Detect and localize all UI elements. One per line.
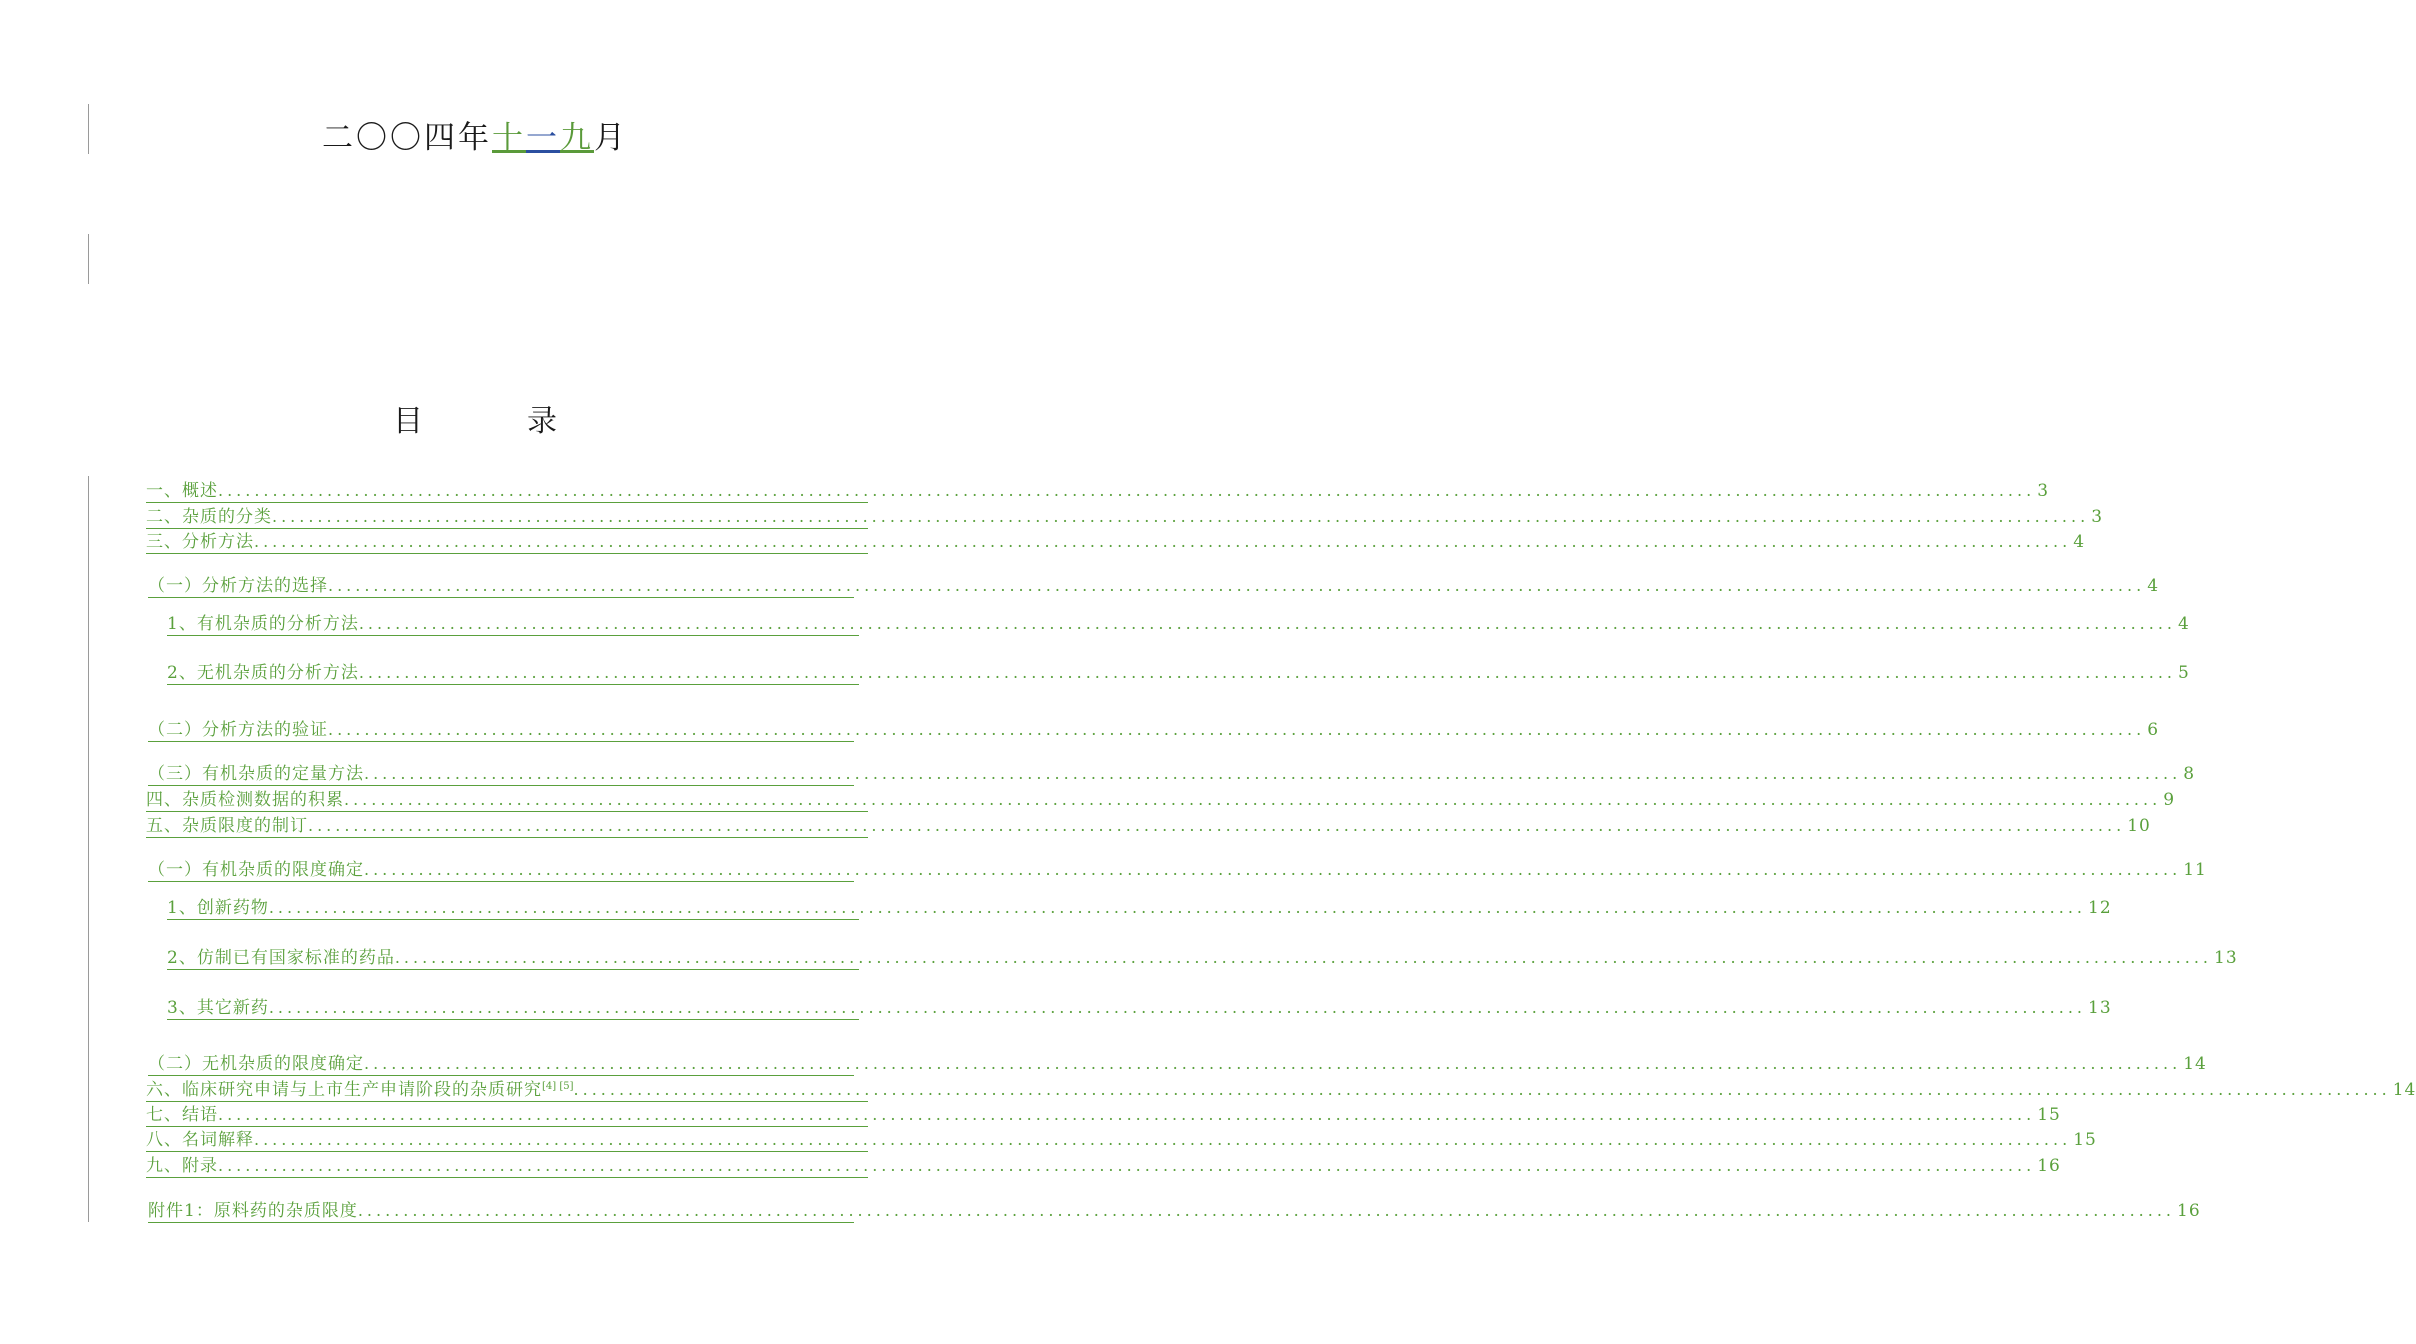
toc-entry-label: （一）分析方法的选择 [148, 576, 328, 596]
toc-entry[interactable]: 四、杂质检测数据的积累 ........................................................................................................................................................................................................ 9 [146, 790, 2176, 810]
toc-entry-page: 4 [2147, 576, 2160, 596]
toc-entry-label: 2、仿制已有国家标准的药品 [167, 948, 395, 968]
revision-bar-2 [88, 234, 89, 284]
toc-entry-page: 12 [2088, 898, 2112, 918]
toc-entry-label: 1、有机杂质的分析方法 [167, 614, 359, 634]
toc-entry[interactable]: （二）无机杂质的限度确定 ........................................................................................................................................................................................................ 14 [148, 1054, 2207, 1074]
toc-entry-page: 13 [2088, 998, 2112, 1018]
toc-entry-page: 15 [2073, 1130, 2097, 1150]
citation-superscript: [4] [5] [542, 1081, 574, 1092]
toc-entry[interactable]: 1、有机杂质的分析方法 ........................................................................................................................................................................................................ 4 [167, 614, 2190, 634]
toc-entry-page: 15 [2037, 1105, 2061, 1125]
toc-entry[interactable]: 六、临床研究申请与上市生产申请阶段的杂质研究[4] [5] ........................................................................................................................................................................................................ 14 [146, 1079, 868, 1102]
deleted-text: 一 [526, 120, 560, 156]
toc-entry[interactable]: 五、杂质限度的制订 ........................................................................................................................................................................................................ 10 [146, 816, 2151, 836]
toc-heading-char-1: 目 [393, 404, 423, 439]
toc-entry-page: 16 [2177, 1201, 2201, 1221]
toc-entry-label: （二）分析方法的验证 [148, 720, 328, 740]
toc-entry[interactable]: 二、杂质的分类 ........................................................................................................................................................................................................ 3 [146, 507, 2104, 527]
toc-entry[interactable]: 1、创新药物 ........................................................................................................................................................................................................ 12 [167, 898, 2112, 918]
date-suffix: 月 [594, 120, 628, 156]
toc-entry-label: 六、临床研究申请与上市生产申请阶段的杂质研究[4] [5] [146, 1080, 574, 1100]
toc-entry-label: （三）有机杂质的定量方法 [148, 764, 364, 784]
toc-entry-page: 9 [2163, 790, 2176, 810]
toc-heading [0, 396, 950, 440]
toc-entry-label: 一、概述 [146, 481, 218, 501]
toc-entry-page: 3 [2091, 507, 2104, 527]
toc-entry[interactable]: 七、结语 ........................................................................................................................................................................................................ 15 [146, 1105, 2061, 1125]
toc-entry[interactable]: 3、其它新药 ........................................................................................................................................................................................................ 13 [167, 998, 2112, 1018]
toc-entry-page: 10 [2127, 816, 2151, 836]
toc-entry-page: 13 [2214, 948, 2238, 968]
toc-entry-page: 8 [2183, 764, 2196, 784]
toc-entry-page: 6 [2147, 720, 2160, 740]
toc-entry-label: 五、杂质限度的制订 [146, 816, 308, 836]
toc-heading-char-2: 录 [527, 404, 557, 439]
toc-entry[interactable]: 一、概述 ........................................................................................................................................................................................................ 3 [146, 481, 2050, 501]
toc-entry-page: 5 [2178, 663, 2190, 683]
toc-entry-page: 14 [2392, 1080, 2416, 1100]
inserted-text-2: 九 [560, 120, 594, 156]
toc-entry-label: 附件1：原料药的杂质限度 [148, 1201, 358, 1221]
toc-entry[interactable]: （一）有机杂质的限度确定 ........................................................................................................................................................................................................ 11 [148, 860, 2207, 880]
toc-entry[interactable]: 2、仿制已有国家标准的药品 ........................................................................................................................................................................................................ 13 [167, 948, 2238, 968]
toc-entry-label: 2、无机杂质的分析方法 [167, 663, 359, 683]
toc-entry[interactable]: （二）分析方法的验证 ........................................................................................................................................................................................................ 6 [148, 720, 2160, 740]
toc-entry-label: 九、附录 [146, 1156, 218, 1176]
toc-entry[interactable]: （三）有机杂质的定量方法 ........................................................................................................................................................................................................ 8 [148, 764, 2196, 784]
document-date [0, 112, 950, 157]
toc-entry-label: 八、名词解释 [146, 1130, 254, 1150]
toc-entry-page: 16 [2037, 1156, 2061, 1176]
toc-entry[interactable]: 2、无机杂质的分析方法 ........................................................................................................................................................................................................ 5 [167, 663, 2190, 683]
toc-entry-label: 3、其它新药 [167, 998, 269, 1018]
toc-entry[interactable]: 九、附录 ........................................................................................................................................................................................................ 16 [146, 1156, 2061, 1176]
toc-entry-page: 4 [2073, 532, 2086, 552]
toc-entry-label: 二、杂质的分类 [146, 507, 272, 527]
toc-entry-page: 14 [2183, 1054, 2207, 1074]
toc-entry[interactable]: 附件1：原料药的杂质限度 ........................................................................................................................................................................................................ 16 [148, 1201, 2201, 1221]
toc-entry-page: 11 [2183, 860, 2207, 880]
revision-bar-3 [88, 476, 89, 1222]
toc-entry-page: 3 [2037, 481, 2050, 501]
toc-entry-label: （一）有机杂质的限度确定 [148, 860, 364, 880]
toc-entry-label: 七、结语 [146, 1105, 218, 1125]
date-prefix: 二〇〇四年 [322, 120, 492, 156]
toc-entry[interactable]: （一）分析方法的选择 ........................................................................................................................................................................................................ 4 [148, 576, 2160, 596]
toc-entry-page: 4 [2178, 614, 2190, 634]
toc-entry[interactable]: 三、分析方法 ........................................................................................................................................................................................................ 4 [146, 532, 2086, 552]
toc-entry-label: 四、杂质检测数据的积累 [146, 790, 344, 810]
inserted-text-1: 十 [492, 120, 526, 156]
toc-entry-label: 1、创新药物 [167, 898, 269, 918]
toc-entry[interactable]: 八、名词解释 ........................................................................................................................................................................................................ 15 [146, 1130, 2097, 1150]
toc-entry-label: 三、分析方法 [146, 532, 254, 552]
toc-entry-label: （二）无机杂质的限度确定 [148, 1054, 364, 1074]
